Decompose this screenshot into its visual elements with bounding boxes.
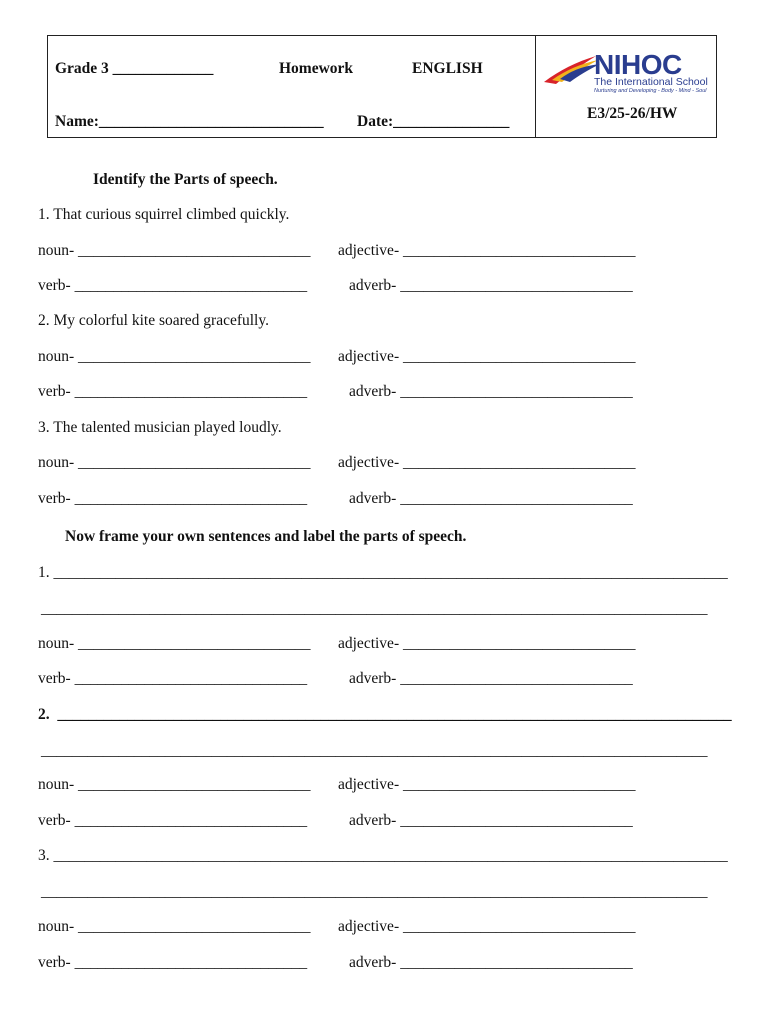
logo-tagline: Nurturing and Developing - Body - Mind - Soul [594, 88, 707, 94]
noun-blank: noun- ______________________________ [38, 348, 311, 365]
section2-heading: Now frame your own sentences and label the parts of speech. [65, 528, 467, 545]
section1-heading: Identify the Parts of speech. [93, 171, 278, 188]
noun-blank: noun- ______________________________ [38, 918, 311, 935]
adverb-blank: adverb- ______________________________ [349, 954, 633, 971]
header-box [47, 35, 717, 138]
adjective-blank: adjective- ______________________________ [338, 242, 636, 259]
adverb-blank: adverb- ______________________________ [349, 670, 633, 687]
sentence-line: 2. _______________________________________________________________________________________ [38, 706, 732, 723]
adjective-blank: adjective- ______________________________ [338, 454, 636, 471]
verb-blank: verb- ______________________________ [38, 812, 308, 829]
header-divider [535, 36, 536, 137]
school-logo [542, 50, 712, 94]
grade-field: Grade 3 _____________ [55, 60, 214, 77]
verb-blank: verb- ______________________________ [38, 383, 308, 400]
adverb-blank: adverb- ______________________________ [349, 812, 633, 829]
sentence-line: 1. _______________________________________________________________________________________ [38, 564, 728, 581]
adjective-blank: adjective- ______________________________ [338, 776, 636, 793]
sentence-line: ______________________________________________________________________________________ [41, 883, 708, 900]
question-sentence: 3. The talented musician played loudly. [38, 419, 282, 436]
logo-name: NIHOC [594, 49, 682, 80]
noun-blank: noun- ______________________________ [38, 776, 311, 793]
adjective-blank: adjective- ______________________________ [338, 348, 636, 365]
date-field: Date:_______________ [357, 113, 510, 130]
adjective-blank: adjective- ______________________________ [338, 635, 636, 652]
verb-blank: verb- ______________________________ [38, 490, 308, 507]
question-sentence: 2. My colorful kite soared gracefully. [38, 312, 269, 329]
verb-blank: verb- ______________________________ [38, 277, 308, 294]
homework-label: Homework [279, 60, 354, 77]
subject-label: ENGLISH [412, 60, 483, 77]
sentence-line: ______________________________________________________________________________________ [41, 600, 708, 617]
logo-subtitle: The International School [594, 76, 708, 88]
noun-blank: noun- ______________________________ [38, 454, 311, 471]
adverb-blank: adverb- ______________________________ [349, 277, 633, 294]
verb-blank: verb- ______________________________ [38, 670, 308, 687]
adverb-blank: adverb- ______________________________ [349, 383, 633, 400]
adverb-blank: adverb- ______________________________ [349, 490, 633, 507]
sentence-line: 3. _______________________________________________________________________________________ [38, 847, 728, 864]
document-code: E3/25-26/HW [587, 105, 678, 122]
noun-blank: noun- ______________________________ [38, 242, 311, 259]
noun-blank: noun- ______________________________ [38, 635, 311, 652]
name-field: Name:_____________________________ [55, 113, 324, 130]
adjective-blank: adjective- ______________________________ [338, 918, 636, 935]
sentence-line: ______________________________________________________________________________________ [41, 742, 708, 759]
verb-blank: verb- ______________________________ [38, 954, 308, 971]
question-sentence: 1. That curious squirrel climbed quickly. [38, 206, 290, 223]
